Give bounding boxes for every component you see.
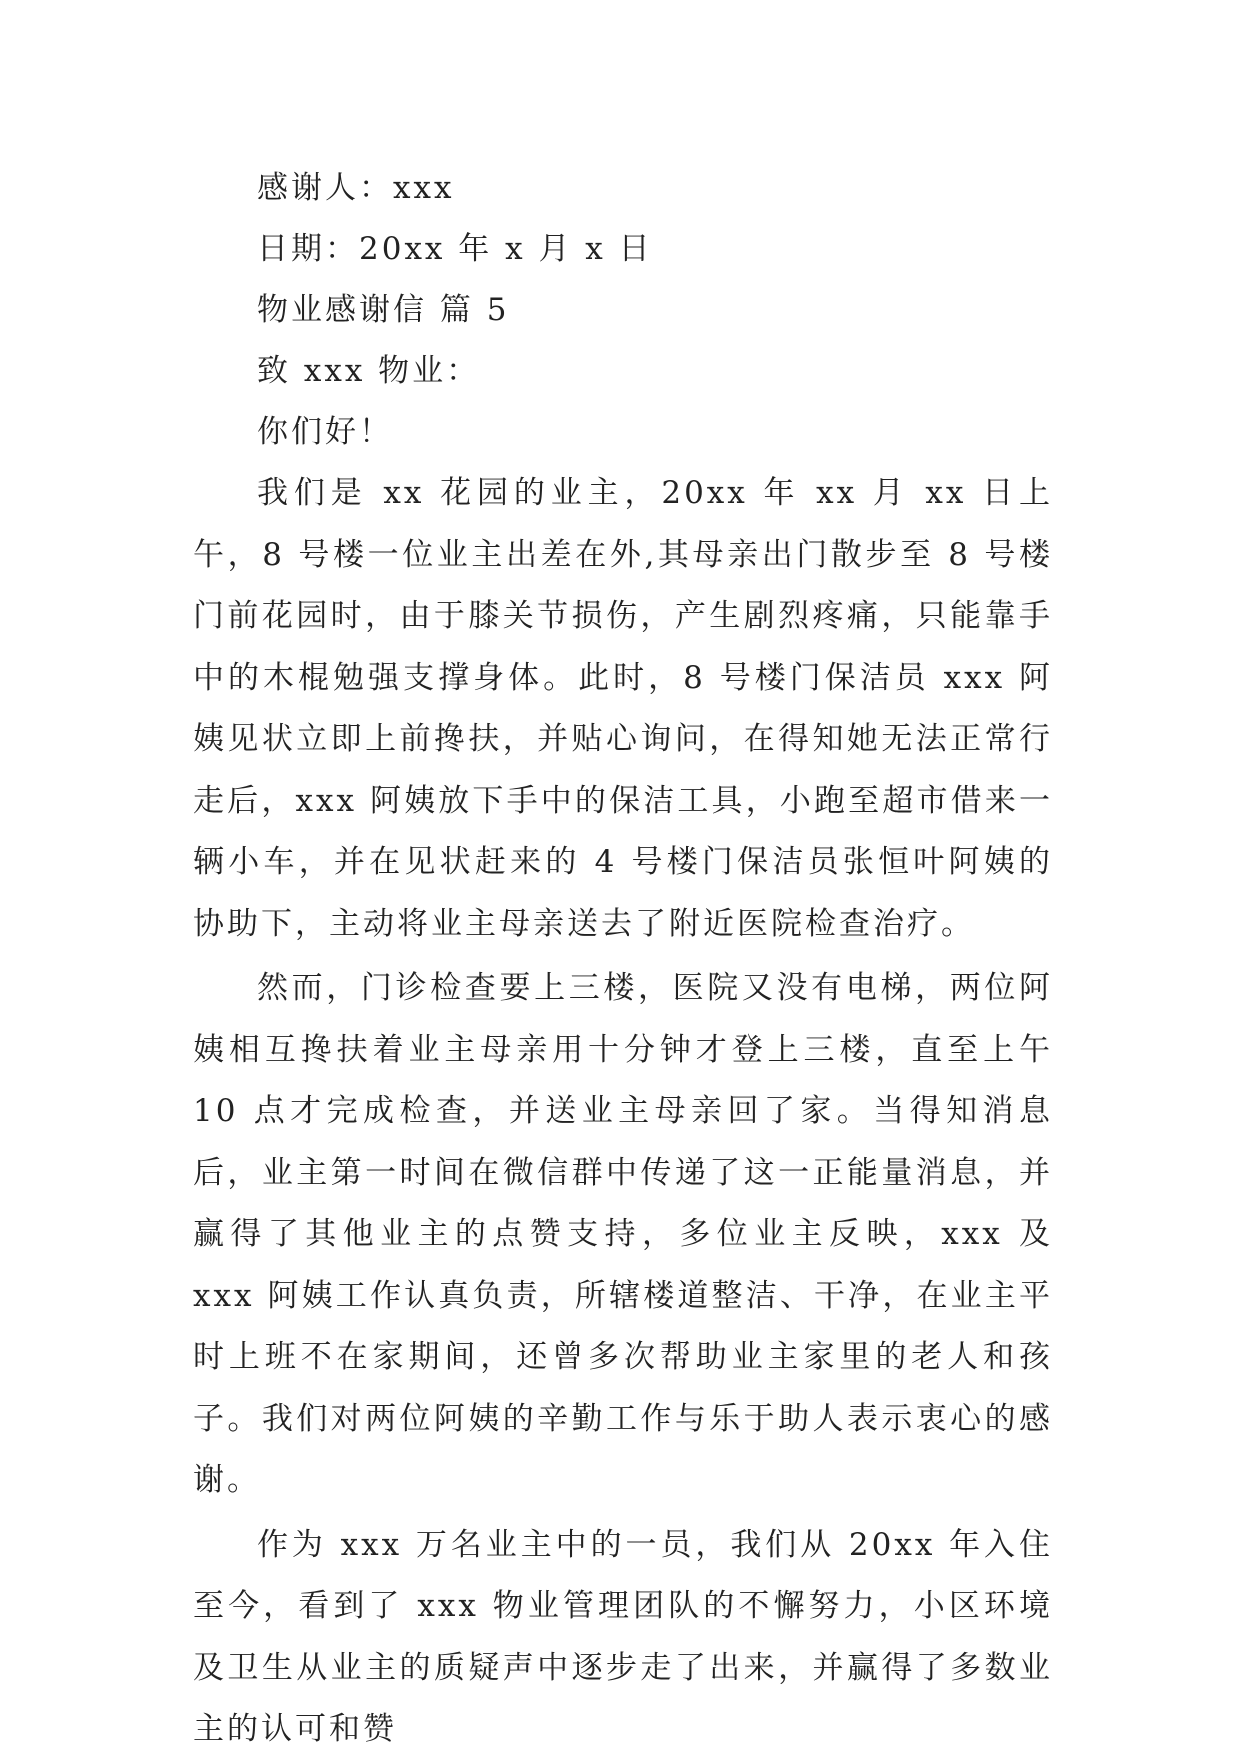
section-title: 物业感谢信 篇 5 [257, 292, 510, 328]
greeting: 你们好！ [257, 414, 393, 450]
body-paragraph-1: 我们是 xx 花园的业主，20xx 年 xx 月 xx 日上午，8 号楼一位业主出差在外,其母亲出门散步至 8 号楼门前花园时，由于膝关节损伤，产生剧烈疼痛，只能靠手中的木棍勉强支撑身体。此时，8 号楼门保洁员 xxx 阿姨见状立即上前搀扶，并贴心询问，在得知她无法正常行走后，xxx 阿姨放下手中的保洁工具，小跑至超市借来一辆小车，并在见状赶来的 4 号楼门保洁员张恒叶阿姨的协助下，主动将业主母亲送去了附近医院检查治疗。 [193, 475, 1053, 942]
body-paragraph-3: 作为 xxx 万名业主中的一员，我们从 20xx 年入住至今，看到了 xxx 物业管理团队的不懈努力，小区环境及卫生从业主的质疑声中逐步走了出来，并赢得了多数业主的认可和赞 [193, 1526, 1053, 1747]
letter-content [193, 158, 1053, 1761]
signer-line: 感谢人：xxx [257, 170, 455, 206]
salutation: 致 xxx 物业： [257, 353, 481, 389]
date-line: 日期：20xx 年 x 月 x 日 [257, 231, 653, 267]
body-paragraph-2: 然而，门诊检查要上三楼，医院又没有电梯，两位阿姨相互搀扶着业主母亲用十分钟才登上三楼，直至上午 10 点才完成检查，并送业主母亲回了家。当得知消息后，业主第一时间在微信群中传递了这一正能量消息，并赢得了其他业主的点赞支持，多位业主反映，xxx 及 xxx 阿姨工作认真负责，所辖楼道整洁、干净，在业主平时上班不在家期间，还曾多次帮助业主家里的老人和孩子。我们对两位阿姨的辛勤工作与乐于助人表示衷心的感谢。 [193, 970, 1053, 1498]
